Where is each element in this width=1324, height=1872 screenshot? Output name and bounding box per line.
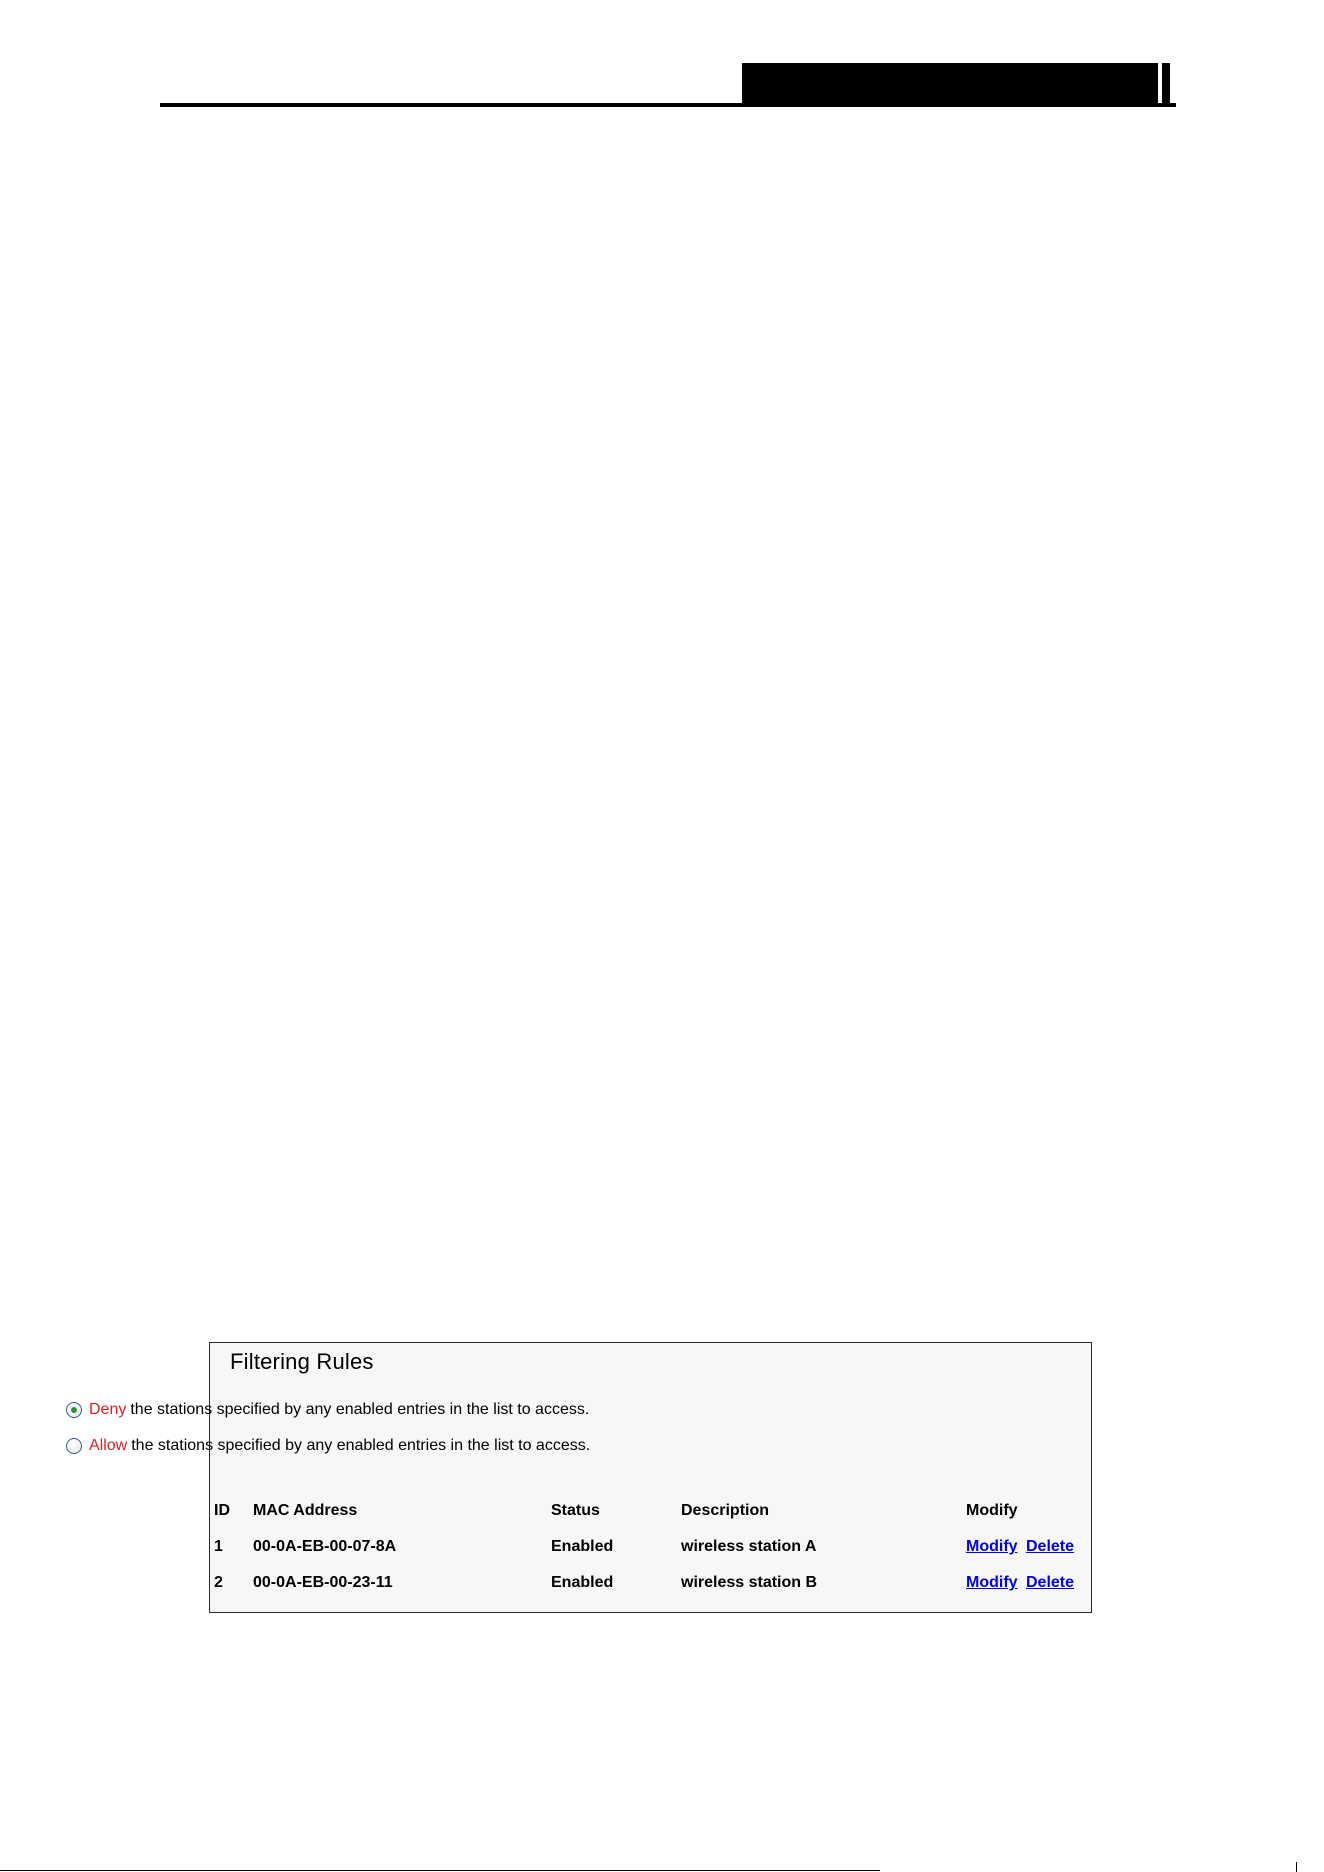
deny-rule-text: the stations specified by any enabled entries in the list to access. [130, 1401, 590, 1418]
header-title-bar [742, 63, 1158, 105]
deny-rule-option[interactable] [66, 1399, 589, 1421]
column-header-id: ID [214, 1502, 230, 1519]
footer-mark [1296, 1862, 1297, 1872]
row-1-delete-link[interactable]: Delete [1026, 1538, 1075, 1555]
allow-rule-text: the stations specified by any enabled entries in the list to access. [131, 1437, 591, 1454]
row-2-actions [966, 1574, 1074, 1592]
row-1-modify-link[interactable]: Modify [966, 1538, 1018, 1555]
row-2-description: wireless station B [681, 1574, 818, 1591]
filtering-rules-panel [209, 1342, 1092, 1613]
deny-radio-button[interactable] [66, 1402, 82, 1418]
row-1-id: 1 [214, 1538, 223, 1555]
column-header-mac-address: MAC Address [253, 1502, 358, 1519]
row-2-id: 2 [214, 1574, 223, 1591]
row-1-mac-address: 00-0A-EB-00-07-8A [253, 1538, 397, 1555]
header-title-bar-edge [1162, 63, 1170, 105]
row-2-status: Enabled [551, 1574, 614, 1591]
column-header-description: Description [681, 1502, 770, 1519]
deny-keyword: Deny [89, 1401, 127, 1418]
panel-title: Filtering Rules [230, 1349, 374, 1374]
row-2-modify-link[interactable]: Modify [966, 1574, 1018, 1591]
footer-rule [0, 1870, 880, 1871]
allow-radio-button[interactable] [66, 1438, 82, 1454]
row-1-status: Enabled [551, 1538, 614, 1555]
row-1-actions [966, 1538, 1074, 1556]
row-1-description: wireless station A [681, 1538, 817, 1555]
column-header-modify: Modify [966, 1502, 1018, 1519]
row-2-delete-link[interactable]: Delete [1026, 1574, 1075, 1591]
column-header-status: Status [551, 1502, 600, 1519]
row-2-mac-address: 00-0A-EB-00-23-11 [253, 1574, 393, 1591]
allow-rule-option[interactable] [66, 1435, 590, 1457]
allow-keyword: Allow [89, 1437, 128, 1454]
